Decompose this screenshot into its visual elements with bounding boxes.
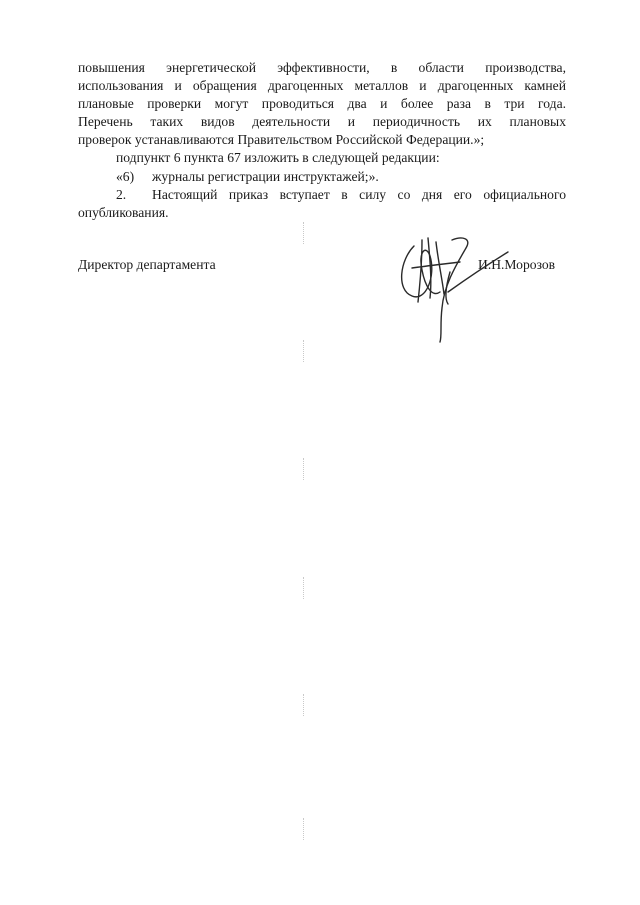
- subparagraph-text: журналы регистрации инструктажей;».: [152, 169, 379, 184]
- binding-mark: [303, 694, 305, 716]
- handwritten-signature: [392, 232, 510, 344]
- continuation-line-5: проверок устанавливаются Правительством Российской Федерации.»;: [78, 132, 485, 147]
- item2-line-2: опубликования.: [78, 205, 169, 220]
- binding-mark: [303, 222, 305, 244]
- signatory-name: И.Н.Морозов: [478, 257, 556, 272]
- item2-number: 2.: [116, 187, 127, 202]
- item2-line-1: Настоящий приказ вступает в силу со дня его официального: [152, 187, 566, 202]
- signatory-title: Директор департамента: [78, 257, 216, 272]
- continuation-line-2: использования и обращения драгоценных металлов и драгоценных камней: [78, 78, 566, 93]
- binding-mark: [303, 458, 305, 480]
- subparagraph-intro: подпункт 6 пункта 67 изложить в следующей редакции:: [116, 150, 440, 165]
- binding-mark: [303, 340, 305, 362]
- binding-mark: [303, 577, 305, 599]
- continuation-line-3: плановые проверки могут проводиться два и более раза в три года.: [78, 96, 566, 111]
- binding-mark: [303, 818, 305, 840]
- continuation-line-4: Перечень таких видов деятельности и периодичность их плановых: [78, 114, 566, 129]
- continuation-line-1: повышения энергетической эффективности, в области производства,: [78, 60, 566, 75]
- subparagraph-number: «6): [116, 169, 135, 184]
